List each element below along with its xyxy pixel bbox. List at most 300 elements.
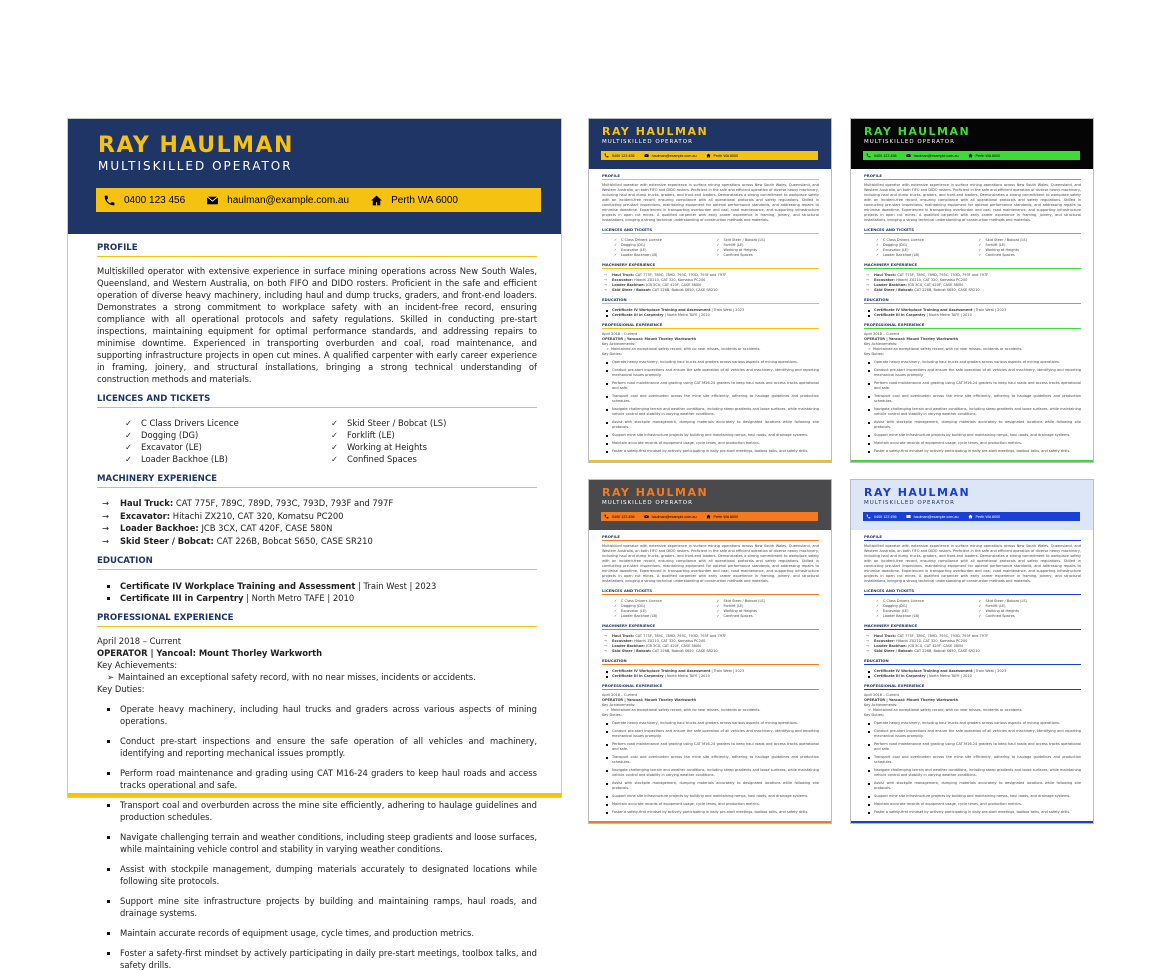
resume-body — [589, 173, 831, 454]
licence-item — [125, 441, 331, 453]
machinery-text — [120, 522, 332, 535]
arrow-right-icon: → — [604, 644, 607, 648]
duty-item: Foster a safety-first mindset by actively participating in daily pre-start meetings, toolbox talks, and safety drills. — [864, 449, 1081, 454]
contact-bar — [863, 151, 1080, 160]
licence-name: Working at Heights — [723, 248, 757, 252]
home-icon — [706, 153, 711, 158]
experience-entry — [864, 332, 1081, 454]
experience-heading: PROFESSIONAL EXPERIENCE — [864, 683, 1081, 690]
duty-item: Maintain accurate records of equipment usage, cycle times, and production metrics. — [97, 927, 537, 939]
contact-location — [706, 514, 739, 519]
licence-name: Loader Backhoe (LB) — [883, 253, 920, 257]
resume-thumbnail-grey-orange[interactable] — [588, 479, 832, 824]
resume-header — [589, 119, 831, 169]
machinery-label: Skid Steer / Bobcat: — [612, 288, 652, 292]
licence-name: Forklift (LE) — [985, 604, 1006, 608]
licence-name: C Class Drivers Licence — [621, 599, 662, 603]
resume-header — [68, 119, 561, 234]
licences-heading: LICENCES AND TICKETS — [602, 588, 819, 595]
contact-location — [968, 153, 1001, 158]
arrow-right-icon: → — [866, 644, 869, 648]
licence-item — [876, 614, 979, 619]
education-item — [97, 592, 537, 604]
licence-name: C Class Drivers Licence — [883, 238, 924, 242]
profile-heading: PROFILE — [97, 242, 537, 257]
duty-item: Transport coal and overburden across the mine site efficiently, adhering to haulage guidelines and production schedules. — [864, 394, 1081, 404]
machinery-item — [602, 649, 819, 654]
candidate-role: MULTISKILLED OPERATOR — [864, 139, 955, 145]
licence-item — [331, 441, 537, 453]
arrow-right-icon: → — [866, 288, 869, 292]
candidate-role: MULTISKILLED OPERATOR — [602, 139, 693, 145]
candidate-name: RAY HAULMAN — [98, 133, 294, 158]
location-text: Perth WA 6000 — [391, 194, 458, 206]
education-title: Certificate IV Workplace Training and Assessment — [120, 581, 356, 591]
contact-bar — [601, 512, 818, 521]
contact-location — [370, 194, 458, 207]
profile-text: Multiskilled operator with extensive experience in surface mining operations across New South Wales, Queensland, and Western Australia, on both FIFO and DIDO rosters. Proficient in the safe and efficient operation of diverse heavy machinery, including haul and dump trucks, graders, and front-end loaders. Demonstrates a strong commitment to workplace safety with an incident-free record, ensuring compliance with all operational protocols and safety regulations. Skilled in conducting pre-start inspections, maintaining equipment for optimal performance standards, and addressing repairs to minimise downtime. Experienced in transporting overburden and coal, road maintenance, and supporting infrastructure projects in open cut mines. A qualified carpenter with early career experience in framing, joinery, and structural installations, bringing a strong technical understanding of construction methods and materials. — [864, 544, 1081, 583]
education-heading: EDUCATION — [864, 297, 1081, 304]
candidate-role: MULTISKILLED OPERATOR — [98, 159, 293, 173]
licence-name: Loader Backhoe (LB) — [621, 614, 658, 618]
licences-list — [876, 238, 1081, 258]
duty-item: Navigate challenging terrain and weather conditions, including steep gradients and loose surfaces, while maintaining vehicle control and stability in varying weather conditions. — [97, 831, 537, 855]
licences-heading: LICENCES AND TICKETS — [97, 393, 537, 408]
check-icon: ✓ — [614, 253, 617, 257]
licence-name: Working at Heights — [347, 442, 427, 452]
machinery-item — [97, 535, 537, 548]
machinery-item — [97, 522, 537, 535]
check-icon: ✓ — [876, 243, 879, 247]
duty-item: Maintain accurate records of equipment usage, cycle times, and production metrics. — [602, 441, 819, 446]
experience-heading: PROFESSIONAL EXPERIENCE — [602, 683, 819, 690]
machinery-models: JCB 3CX, CAT 420F, CASE 580N — [908, 283, 963, 287]
envelope-icon — [906, 153, 911, 158]
achievements-label: Key Achievements: — [602, 703, 636, 707]
education-list — [97, 580, 537, 604]
education-title: Certificate III in Carpentry — [612, 313, 664, 317]
licence-name: Forklift (LE) — [723, 604, 744, 608]
machinery-item — [97, 497, 537, 510]
machinery-text — [874, 649, 980, 654]
resume-body — [851, 534, 1093, 815]
check-icon: ✓ — [876, 614, 879, 618]
education-separator: | — [710, 669, 714, 673]
candidate-role: MULTISKILLED OPERATOR — [602, 500, 693, 506]
experience-entry — [602, 332, 819, 454]
check-icon: ✓ — [876, 248, 879, 252]
machinery-models: CAT 226B, Bobcat S650, CASE SR210 — [914, 649, 980, 653]
bottom-rule — [68, 793, 561, 797]
machinery-models: JCB 3CX, CAT 420F, CASE 580N — [201, 523, 333, 533]
envelope-icon — [644, 153, 649, 158]
contact-email — [906, 153, 959, 158]
resume-thumbnail-lightblue-blue[interactable] — [850, 479, 1094, 824]
check-icon: ✓ — [716, 253, 720, 257]
machinery-label: Skid Steer / Bobcat: — [612, 649, 652, 653]
experience-position: OPERATOR | Yancoal: Mount Thorley Warkworth — [602, 698, 697, 702]
duty-item: Conduct pre-start inspections and ensure the safe operation of all vehicles and machinery, identifying and reporting mechanical issues promptly. — [602, 729, 819, 739]
email-text: haulman@example.com.au — [913, 514, 959, 519]
phone-icon — [604, 153, 609, 158]
arrowhead-icon: ➢ — [606, 708, 609, 712]
machinery-heading: MACHINERY EXPERIENCE — [602, 262, 819, 269]
duty-item: Assist with stockpile management, dumping materials accurately to designated locations while following site protocols. — [97, 863, 537, 887]
machinery-label: Skid Steer / Bobcat: — [874, 288, 914, 292]
machinery-models: JCB 3CX, CAT 420F, CASE 580N — [646, 283, 701, 287]
machinery-label: Loader Backhoe: — [120, 523, 199, 533]
contact-email — [644, 153, 697, 158]
check-icon: ✓ — [614, 599, 617, 603]
phone-text: 0400 123 456 — [874, 514, 897, 519]
machinery-label: Skid Steer / Bobcat: — [874, 649, 914, 653]
duty-item: Assist with stockpile management, dumping materials accurately to designated locations while following site protocols. — [864, 420, 1081, 430]
duties-label: Key Duties: — [864, 713, 884, 717]
machinery-label: Loader Backhoe: — [874, 283, 907, 287]
machinery-label: Excavator: — [612, 639, 633, 643]
experience-heading: PROFESSIONAL EXPERIENCE — [864, 322, 1081, 329]
duty-item: Transport coal and overburden across the mine site efficiently, adhering to haulage guidelines and production schedules. — [602, 394, 819, 404]
machinery-models: CAT 775F, 789C, 789D, 793C, 793D, 793F and 797F — [635, 634, 727, 638]
arrow-right-icon: → — [604, 288, 607, 292]
candidate-role: MULTISKILLED OPERATOR — [864, 500, 955, 506]
arrow-right-icon: → — [604, 639, 607, 643]
duties-label: Key Duties: — [602, 713, 622, 717]
envelope-icon — [644, 514, 649, 519]
machinery-label: Haul Truck: — [120, 498, 174, 508]
licence-name: Excavator (LE) — [621, 609, 647, 613]
check-icon: ✓ — [876, 253, 879, 257]
duty-item: Perform road maintenance and grading using CAT M16-24 graders to keep haul roads and access tracks operational and safe. — [864, 742, 1081, 752]
machinery-label: Loader Backhoe: — [612, 283, 645, 287]
duty-item: Maintain accurate records of equipment usage, cycle times, and production metrics. — [864, 802, 1081, 807]
profile-heading: PROFILE — [864, 534, 1081, 541]
machinery-label: Haul Truck: — [612, 634, 635, 638]
location-text: Perth WA 6000 — [713, 153, 739, 158]
check-icon: ✓ — [614, 614, 617, 618]
licences-list — [876, 599, 1081, 619]
duty-item: Assist with stockpile management, dumping materials accurately to designated locations while following site protocols. — [602, 781, 819, 791]
duties-label: Key Duties: — [864, 352, 884, 356]
contact-email — [644, 514, 697, 519]
duty-item: Navigate challenging terrain and weather conditions, including steep gradients and loose surfaces, while maintaining vehicle control and stability in varying weather conditions. — [602, 768, 819, 778]
check-icon: ✓ — [614, 604, 617, 608]
licence-item — [979, 614, 1082, 619]
experience-dates: April 2018 – Current — [97, 636, 182, 646]
machinery-models: CAT 226B, Bobcat S650, CASE SR210 — [216, 535, 373, 546]
profile-text: Multiskilled operator with extensive experience in surface mining operations across New South Wales, Queensland, and Western Australia, on both FIFO and DIDO rosters. Proficient in the safe and efficient operation of diverse heavy machinery, including haul and dump trucks, graders, and front-end loaders. Demonstrates a strong commitment to workplace safety with an incident-free record, ensuring compliance with all operational protocols and safety regulations. Skilled in conducting pre-start inspections, maintaining equipment for optimal performance standards, and addressing repairs to minimise downtime. Experienced in transporting overburden and coal, road maintenance, and supporting infrastructure projects in open cut mines. A qualified carpenter with early career experience in framing, joinery, and structural installations, bringing a strong technical understanding of construction methods and materials. — [864, 183, 1081, 222]
experience-dates: April 2018 – Current — [602, 693, 638, 697]
candidate-name: RAY HAULMAN — [864, 486, 971, 499]
licence-item — [331, 417, 537, 429]
licence-item — [614, 614, 717, 619]
education-detail: Train West | 2023 — [975, 308, 1007, 312]
licence-name: Skid Steer / Bobcat (LS) — [723, 599, 766, 603]
duties-list — [602, 360, 819, 454]
machinery-label: Skid Steer / Bobcat: — [120, 535, 214, 546]
phone-icon — [604, 514, 609, 519]
licence-name: Loader Backhoe (LB) — [883, 614, 920, 618]
bottom-rule — [589, 460, 831, 462]
duty-item: Support mine site infrastructure projects by building and maintaining ramps, haul roads, and drainage systems. — [97, 895, 537, 919]
profile-text: Multiskilled operator with extensive experience in surface mining operations across New South Wales, Queensland, and Western Australia, on both FIFO and DIDO rosters. Proficient in the safe and efficient operation of diverse heavy machinery, including haul and dump trucks, graders, and front-end loaders. Demonstrates a strong commitment to workplace safety with an incident-free record, ensuring compliance with all operational protocols and safety regulations. Skilled in conducting pre-start inspections, maintaining equipment for optimal performance standards, and addressing repairs to minimise downtime. Experienced in transporting overburden and coal, road maintenance, and supporting infrastructure projects in open cut mines. A qualified carpenter with early career experience in framing, joinery, and structural installations, bringing a strong technical understanding of construction methods and materials. — [602, 544, 819, 583]
education-heading: EDUCATION — [602, 297, 819, 304]
education-separator: | — [663, 674, 667, 678]
phone-text: 0400 123 456 — [612, 153, 635, 158]
duty-item: Perform road maintenance and grading using CAT M16-24 graders to keep haul roads and access tracks operational and safe. — [602, 381, 819, 391]
phone-icon — [866, 153, 871, 158]
duties-label: Key Duties: — [97, 684, 145, 694]
phone-icon — [103, 194, 116, 207]
education-item — [602, 674, 819, 679]
duty-item: Perform road maintenance and grading using CAT M16-24 graders to keep haul roads and access tracks operational and safe. — [97, 767, 537, 791]
duty-item: Operate heavy machinery, including haul trucks and graders across various aspects of mining operations. — [602, 721, 819, 726]
machinery-text — [120, 497, 393, 510]
profile-text: Multiskilled operator with extensive experience in surface mining operations across New South Wales, Queensland, and Western Australia, on both FIFO and DIDO rosters. Proficient in the safe and efficient operation of diverse heavy machinery, including haul and dump trucks, graders, and front-end loaders. Demonstrates a strong commitment to workplace safety with an incident-free record, ensuring compliance with all operational protocols and safety regulations. Skilled in conducting pre-start inspections, maintaining equipment for optimal performance standards, and addressing repairs to minimise downtime. Experienced in transporting overburden and coal, road maintenance, and supporting infrastructure projects in open cut mines. A qualified carpenter with early career experience in framing, joinery, and structural installations, bringing a strong technical understanding of construction methods and materials. — [97, 266, 537, 384]
arrow-right-icon: → — [866, 639, 869, 643]
machinery-models: CAT 775F, 789C, 789D, 793C, 793D, 793F and 797F — [897, 634, 989, 638]
phone-icon — [866, 514, 871, 519]
education-detail: North Metro TAFE | 2010 — [667, 674, 710, 678]
education-detail: North Metro TAFE | 2010 — [667, 313, 710, 317]
duty-item: Assist with stockpile management, dumping materials accurately to designated locations while following site protocols. — [602, 420, 819, 430]
licence-name: C Class Drivers Licence — [621, 238, 662, 242]
check-icon: ✓ — [125, 454, 133, 464]
machinery-heading: MACHINERY EXPERIENCE — [864, 623, 1081, 630]
achievement-text: Maintained an exceptional safety record, with no near misses, incidents or accidents. — [118, 672, 476, 682]
profile-heading: PROFILE — [864, 173, 1081, 180]
education-heading: EDUCATION — [864, 658, 1081, 665]
duty-item: Support mine site infrastructure projects by building and maintaining ramps, haul roads, and drainage systems. — [864, 433, 1081, 438]
machinery-heading: MACHINERY EXPERIENCE — [864, 262, 1081, 269]
resume-thumbnail-navy-yellow[interactable] — [588, 118, 832, 463]
licence-name: Working at Heights — [985, 609, 1019, 613]
licences-list — [125, 417, 537, 465]
licence-name: Excavator (LE) — [883, 609, 909, 613]
email-text: haulman@example.com.au — [227, 194, 350, 206]
licence-name: Skid Steer / Bobcat (LS) — [985, 238, 1028, 242]
contact-email — [906, 514, 959, 519]
education-heading: EDUCATION — [602, 658, 819, 665]
resume-header — [589, 480, 831, 530]
duty-item: Navigate challenging terrain and weather conditions, including steep gradients and loose surfaces, while maintaining vehicle control and stability in varying weather conditions. — [864, 407, 1081, 417]
machinery-list — [864, 634, 1081, 654]
phone-text: 0400 123 456 — [874, 153, 897, 158]
resume-header — [851, 119, 1093, 169]
achievement-text: Maintained an exceptional safety record, with no near misses, incidents or accidents. — [611, 347, 761, 351]
machinery-label: Excavator: — [120, 510, 171, 521]
duty-item: Navigate challenging terrain and weather conditions, including steep gradients and loose surfaces, while maintaining vehicle control and stability in varying weather conditions. — [864, 768, 1081, 778]
education-list — [864, 669, 1081, 679]
bottom-rule — [851, 821, 1093, 823]
education-detail: Train West | 2023 — [363, 581, 437, 591]
machinery-models: CAT 775F, 789C, 789D, 793C, 793D, 793F and 797F — [897, 273, 989, 277]
experience-dates: April 2018 – Current — [864, 693, 900, 697]
duty-item: Perform road maintenance and grading using CAT M16-24 graders to keep haul roads and access tracks operational and safe. — [602, 742, 819, 752]
licence-name: Excavator (LE) — [621, 248, 647, 252]
education-item — [864, 674, 1081, 679]
duty-item: Foster a safety-first mindset by actively participating in daily pre-start meetings, toolbox talks, and safety drills. — [97, 947, 537, 971]
machinery-text — [612, 649, 718, 654]
check-icon: ✓ — [614, 609, 617, 613]
profile-heading: PROFILE — [602, 534, 819, 541]
duty-item: Conduct pre-start inspections and ensure the safe operation of all vehicles and machinery, identifying and reporting mechanical issues promptly. — [864, 729, 1081, 739]
education-title: Certificate III in Carpentry — [874, 674, 926, 678]
education-separator: | — [663, 313, 667, 317]
candidate-name: RAY HAULMAN — [602, 486, 709, 499]
machinery-models: CAT 226B, Bobcat S650, CASE SR210 — [652, 649, 718, 653]
machinery-label: Excavator: — [612, 278, 633, 282]
resume-body — [851, 173, 1093, 454]
check-icon: ✓ — [331, 418, 339, 428]
achievements-label: Key Achievements: — [864, 703, 898, 707]
phone-text: 0400 123 456 — [124, 194, 186, 206]
arrowhead-icon: ➢ — [868, 347, 871, 351]
check-icon: ✓ — [125, 430, 133, 440]
achievements-label: Key Achievements: — [602, 342, 636, 346]
check-icon: ✓ — [716, 243, 720, 247]
experience-dates: April 2018 – Current — [602, 332, 638, 336]
check-icon: ✓ — [125, 442, 133, 452]
duty-item: Foster a safety-first mindset by actively participating in daily pre-start meetings, toolbox talks, and safety drills. — [602, 810, 819, 815]
arrow-right-icon: → — [866, 634, 869, 638]
arrow-right-icon: → — [866, 278, 869, 282]
check-icon: ✓ — [978, 253, 982, 257]
profile-text: Multiskilled operator with extensive experience in surface mining operations across New South Wales, Queensland, and Western Australia, on both FIFO and DIDO rosters. Proficient in the safe and efficient operation of diverse heavy machinery, including haul and dump trucks, graders, and front-end loaders. Demonstrates a strong commitment to workplace safety with an incident-free record, ensuring compliance with all operational protocols and safety regulations. Skilled in conducting pre-start inspections, maintaining equipment for optimal performance standards, and addressing repairs to minimise downtime. Experienced in transporting overburden and coal, road maintenance, and supporting infrastructure projects in open cut mines. A qualified carpenter with early career experience in framing, joinery, and structural installations, bringing a strong technical understanding of construction methods and materials. — [602, 183, 819, 222]
check-icon: ✓ — [978, 599, 982, 603]
licence-name: Excavator (LE) — [883, 248, 909, 252]
check-icon: ✓ — [716, 599, 720, 603]
duty-item: Support mine site infrastructure projects by building and maintaining ramps, haul roads, and drainage systems. — [602, 794, 819, 799]
machinery-models: CAT 775F, 789C, 789D, 793C, 793D, 793F and 797F — [635, 273, 727, 277]
check-icon: ✓ — [331, 430, 339, 440]
contact-email — [206, 194, 349, 207]
arrow-right-icon: → — [866, 273, 869, 277]
education-title: Certificate III in Carpentry — [612, 674, 664, 678]
licence-name: Dogging (DG) — [621, 243, 645, 247]
machinery-list — [602, 634, 819, 654]
education-list — [602, 669, 819, 679]
duties-list — [602, 721, 819, 815]
duty-item: Foster a safety-first mindset by actively participating in daily pre-start meetings, toolbox talks, and safety drills. — [602, 449, 819, 454]
check-icon: ✓ — [978, 609, 982, 613]
location-text: Perth WA 6000 — [713, 514, 739, 519]
bottom-rule — [851, 460, 1093, 462]
education-detail: Train West | 2023 — [713, 308, 745, 312]
machinery-models: CAT 226B, Bobcat S650, CASE SR210 — [652, 288, 718, 292]
check-icon: ✓ — [331, 454, 339, 464]
arrow-right-icon: → — [604, 278, 607, 282]
licence-name: Confined Spaces — [723, 253, 753, 257]
education-item — [864, 313, 1081, 318]
arrow-right-icon: → — [604, 649, 607, 653]
licence-name: Working at Heights — [985, 248, 1019, 252]
machinery-text — [120, 510, 344, 523]
achievements-label: Key Achievements: — [97, 660, 178, 670]
education-title: Certificate III in Carpentry — [874, 313, 926, 317]
licence-name: Skid Steer / Bobcat (LS) — [347, 418, 447, 428]
machinery-label: Loader Backhoe: — [612, 644, 645, 648]
envelope-icon — [906, 514, 911, 519]
machinery-heading: MACHINERY EXPERIENCE — [602, 623, 819, 630]
machinery-models: JCB 3CX, CAT 420F, CASE 580N — [646, 644, 701, 648]
machinery-list — [864, 273, 1081, 293]
candidate-name: RAY HAULMAN — [864, 125, 971, 138]
education-separator: | — [243, 593, 252, 603]
education-separator: | — [925, 313, 929, 317]
arrow-right-icon: → — [866, 649, 869, 653]
resume-body — [68, 242, 561, 971]
machinery-heading: MACHINERY EXPERIENCE — [97, 473, 537, 488]
resume-main-preview[interactable] — [67, 118, 562, 970]
machinery-label: Haul Truck: — [874, 634, 897, 638]
duty-item: Transport coal and overburden across the mine site efficiently, adhering to haulage guidelines and production schedules. — [602, 755, 819, 765]
machinery-item — [602, 288, 819, 293]
duty-item: Navigate challenging terrain and weather conditions, including steep gradients and loose surfaces, while maintaining vehicle control and stability in varying weather conditions. — [602, 407, 819, 417]
licence-item — [125, 453, 331, 465]
machinery-label: Loader Backhoe: — [874, 644, 907, 648]
duty-item: Operate heavy machinery, including haul trucks and graders across various aspects of mining operations. — [602, 360, 819, 365]
education-detail: North Metro TAFE | 2010 — [929, 313, 972, 317]
duties-list — [864, 360, 1081, 454]
machinery-item — [97, 510, 537, 523]
education-title: Certificate IV Workplace Training and Assessment — [874, 308, 973, 312]
machinery-item — [864, 288, 1081, 293]
machinery-models: Hitachi ZX210, CAT 320, Komatsu PC200 — [634, 278, 706, 282]
check-icon: ✓ — [614, 243, 617, 247]
resume-header — [851, 480, 1093, 530]
licence-item — [331, 453, 537, 465]
education-detail: North Metro TAFE | 2010 — [929, 674, 972, 678]
experience-entry — [602, 693, 819, 815]
home-icon — [968, 514, 973, 519]
machinery-models: CAT 775F, 789C, 789D, 793C, 793D, 793F and 797F — [175, 498, 394, 508]
check-icon: ✓ — [331, 442, 339, 452]
check-icon: ✓ — [876, 599, 879, 603]
duty-item: Transport coal and overburden across the mine site efficiently, adhering to haulage guidelines and production schedules. — [97, 799, 537, 823]
check-icon: ✓ — [614, 248, 617, 252]
check-icon: ✓ — [978, 248, 982, 252]
contact-bar — [863, 512, 1080, 521]
machinery-models: Hitachi ZX210, CAT 320, Komatsu PC200 — [896, 278, 968, 282]
phone-text: 0400 123 456 — [612, 514, 635, 519]
experience-heading: PROFESSIONAL EXPERIENCE — [602, 322, 819, 329]
education-separator: | — [972, 308, 976, 312]
envelope-icon — [206, 194, 219, 207]
arrow-right-icon: → — [604, 273, 607, 277]
licences-heading: LICENCES AND TICKETS — [602, 227, 819, 234]
experience-dates: April 2018 – Current — [864, 332, 900, 336]
duty-item: Maintain accurate records of equipment usage, cycle times, and production metrics. — [602, 802, 819, 807]
home-icon — [370, 194, 383, 207]
resume-thumbnail-black-green[interactable] — [850, 118, 1094, 463]
machinery-list — [602, 273, 819, 293]
check-icon: ✓ — [978, 604, 982, 608]
arrowhead-icon: ➢ — [107, 672, 115, 682]
education-item — [602, 313, 819, 318]
machinery-label: Excavator: — [874, 639, 895, 643]
duty-item: Foster a safety-first mindset by actively participating in daily pre-start meetings, toolbox talks, and safety drills. — [864, 810, 1081, 815]
licence-name: Forklift (LE) — [347, 430, 395, 440]
bottom-rule — [589, 821, 831, 823]
machinery-item — [864, 649, 1081, 654]
licence-name: Dogging (DG) — [141, 430, 199, 440]
resume-body — [589, 534, 831, 815]
licences-list — [614, 599, 819, 619]
licence-item — [614, 253, 717, 258]
contact-bar — [601, 151, 818, 160]
education-detail: North Metro TAFE | 2010 — [251, 593, 355, 603]
